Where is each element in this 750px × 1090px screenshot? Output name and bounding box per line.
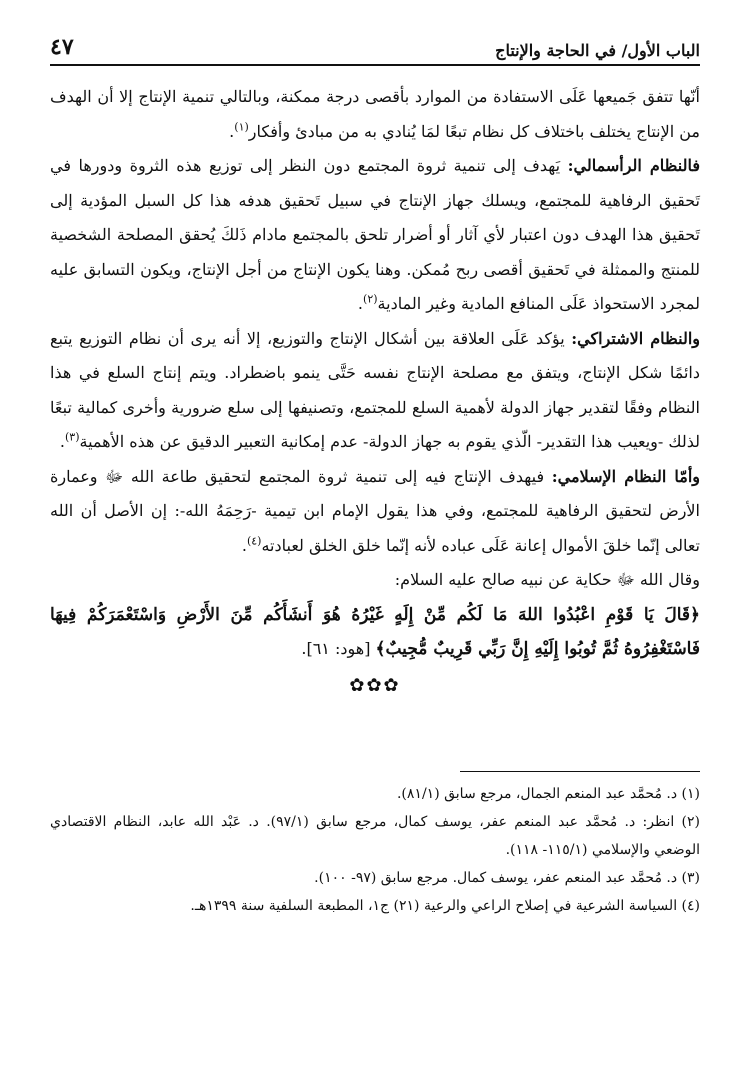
paragraph-1: أنّها تتفق جَميعها عَلَى الاستفادة من الموارد بأقصى درجة ممكنة، وبالتالي تنمية الإنتاج إلا أن الهدف من الإنتاج يختلف باختلاف كل نظام تبعًا لمَا يُنادي به من مبادئ وأفكار$^{(١)}$. [50, 87, 700, 141]
term-socialist: والنظام الاشتراكي: [571, 328, 700, 348]
footnote-1: (١) د. مُحمَّد عبد المنعم الجمال، مرجع سابق (٨١/١). [396, 785, 700, 802]
footnote-2: (٢) انظر: د. مُحمَّد عبد المنعم عفر، يوسف كمال، مرجع سابق (٩٧/١). د. عَبْد الله عابد، النظام الاقتصادي الوضعي والإسلامي (١١٥/١- ١١٨). [50, 813, 700, 858]
footnote-ref-4[interactable]: (٤) [246, 534, 262, 548]
body-text [50, 80, 700, 667]
paragraph-socialist: والنظام الاشتراكي: يؤكد عَلَى العلاقة بين أشكال الإنتاج والتوزيع، إلا أنه يرى أن نظام التوزيع يتبع دائمًا شكل الإنتاج، ويتفق مع مصلحة الإنتاج نفسه حَتَّى ينمو باضطراد. ويتم إنتاج السلع في هذا النظام وفقًا لتقدير جهاز الدولة لأهمية السلع للمجتمع، وتصنيفها إلى سلع ضرورية وأخرى كمالية تبعًا لذلك -ويعيب هذا التقدير- الّذي يقوم به جهاز الدولة- عدم إمكانية التعبير الدقيق عن هذه الأهمية$^{(٣)}$. [50, 328, 701, 451]
verse-reference: [هود: ٦١]. [301, 639, 376, 658]
page-number: ٤٧ [50, 34, 74, 60]
footnote-ref-2[interactable]: (٢) [363, 292, 378, 306]
verse-text: ﴿قَالَ يَا قَوْمِ اعْبُدُوا اللهَ مَا لَكُم مِّنْ إِلَهٍ غَيْرُهُ هُوَ أَنشَأَكُم مِّنَ الأَرْضِ وَاسْتَعْمَرَكُمْ فِيهَا فَاسْتَغْفِرُوهُ ثُمَّ تُوبُوا إِلَيْهِ إِنَّ رَبِّي قَرِيبٌ مُّجِيبٌ﴾ [50, 604, 700, 659]
section-ornament: ✿✿✿ [349, 674, 401, 696]
footnote-3: (٣) د. مُحمَّد عبد المنعم عفر، يوسف كمال. مرجع سابق (٩٧- ١٠٠). [314, 869, 700, 886]
term-capitalist: فالنظام الرأسمالي: [567, 156, 700, 175]
paragraph-quote-intro: وقال الله ﷻ حكاية عن نبيه صالح عليه السلام: [394, 570, 700, 589]
paragraph-islamic: وأمّا النظام الإسلامي: فيهدف الإنتاج فيه إلى تنمية ثروة المجتمع لتحقيق طاعة الله ﷻ وعمارة الأرض لتحقيق الرفاهية للمجتمع، وفي هذا يقول الإمام ابن تيمية -رَحِمَهُ الله-: إن الأصل أن الله تعالى إنّما خلقَ الأموال إعانة عَلَى عباده لأنه إنّما خلق الخلق لعبادته$^{(٤)}$. [50, 466, 700, 555]
book-page [50, 28, 700, 1070]
footnote-ref-3[interactable]: (٣) [65, 430, 80, 444]
quran-verse [50, 598, 700, 667]
footnote-ref-1[interactable]: (١) [234, 120, 249, 134]
page-header [50, 28, 700, 66]
term-islamic: وأمّا النظام الإسلامي: [551, 466, 700, 486]
footnotes [50, 780, 700, 920]
running-title: الباب الأول/ في الحاجة والإنتاج [495, 41, 700, 60]
footnote-4: (٤) السياسة الشرعية في إصلاح الراعي والرعية (٢١) ج١، المطبعة السلفية سنة ١٣٩٩هـ. [190, 897, 700, 914]
footnote-divider [460, 771, 700, 772]
paragraph-capitalist: فالنظام الرأسمالي: يَهدف إلى تنمية ثروة المجتمع دون النظر إلى توزيع هذه الثروة ودورها في تَحقيق الرفاهية للمجتمع، ويسلك جهاز الإنتاج في سبيل تَحقيق هدفه هذا كل السبل المؤدية إلى تَحقيق هذا الهدف دون اعتبار لأي آثار أو أضرار تلحق بالمجتمع مادام ذَلكَ يُحقق المصلحة الشخصية للمنتج والممثلة في تَحقيق أقصى ربح مُمكن. وهنا يكون الإنتاج من أجل الإنتاج، ويكون التسابق عليه لمجرد الاستحواذ عَلَى المنافع المادية وغير المادية$^{(٢)}$. [50, 156, 700, 313]
